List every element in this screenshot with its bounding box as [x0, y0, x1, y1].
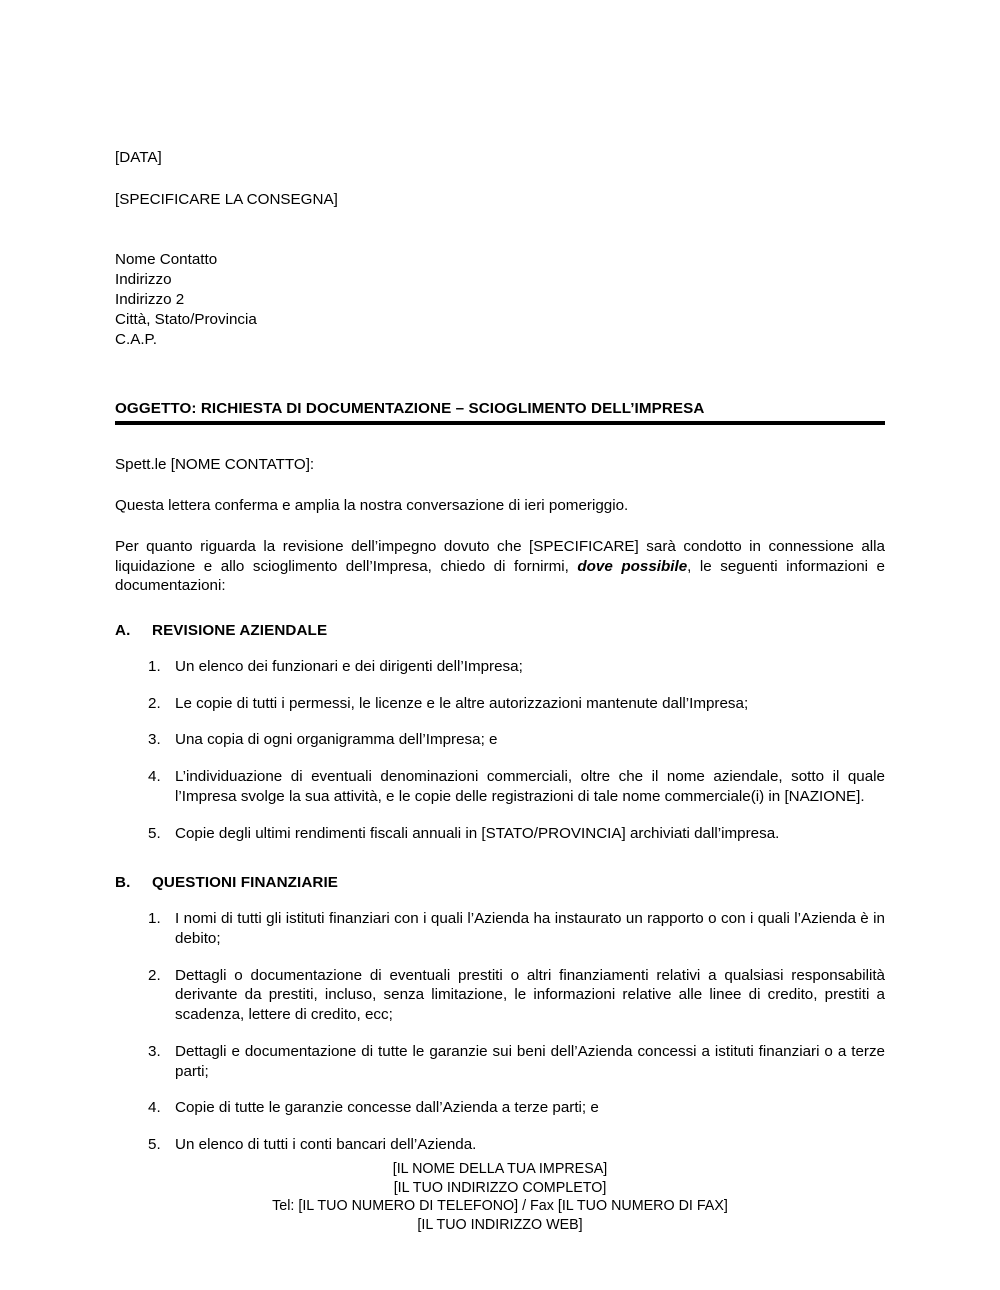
list-item [115, 824, 885, 844]
delivery-method-placeholder: [SPECIFICARE LA CONSEGNA] [115, 190, 338, 208]
request-emphasis: dove possibile [577, 557, 688, 575]
list-item [115, 1135, 885, 1155]
list-item [115, 909, 885, 949]
section-b [115, 873, 885, 1155]
list-item-number: 4. [148, 768, 161, 786]
intro-paragraph: Questa lettera conferma e amplia la nostra conversazione di ieri pomeriggio. [115, 497, 629, 515]
section-b-title: QUESTIONI FINANZIARIE [152, 874, 339, 892]
list-item-number: 4. [148, 1099, 161, 1117]
list-item-number: 5. [148, 824, 161, 842]
recipient-city-state: Città, Stato/Provincia [115, 311, 257, 329]
list-item-number: 2. [148, 966, 161, 984]
subject-underline-rule [115, 421, 885, 425]
list-item-text: Un elenco di tutti i conti bancari dell’Azienda. [175, 1136, 477, 1154]
footer-phone-fax: Tel: [IL TUO NUMERO DI TELEFONO] / Fax [IL TUO NUMERO DI FAX] [272, 1198, 728, 1215]
list-item [115, 767, 885, 807]
footer-website: [IL TUO INDIRIZZO WEB] [417, 1216, 583, 1233]
document-body [115, 148, 885, 1155]
request-paragraph [115, 537, 885, 596]
list-item-text: Le copie di tutti i permessi, le licenze e le altre autorizzazioni mantenute dall’Impresa; [175, 694, 749, 712]
list-item [115, 966, 885, 1025]
section-a-letter: A. [115, 622, 131, 640]
list-item [115, 657, 885, 677]
list-item-number: 1. [148, 657, 161, 675]
list-item [115, 1098, 885, 1118]
list-item-text: I nomi di tutti gli istituti finanziari con i quali l’Azienda ha instaurato un rapporto o con i quali l’Azienda è in debito; [175, 910, 885, 947]
recipient-postal-code: C.A.P. [115, 331, 157, 349]
letterhead-footer [115, 1160, 885, 1234]
section-a [115, 621, 885, 843]
list-item-text: L’individuazione di eventuali denominazioni commerciali, oltre che il nome aziendale, sotto il quale l’Impresa svolge la sua attività, e le copie delle registrazioni di tale nome commerciale(i) in [NAZIONE]. [175, 768, 885, 805]
list-item [115, 730, 885, 750]
recipient-address-block [115, 250, 885, 351]
list-item-number: 3. [148, 1042, 161, 1060]
list-item-text: Una copia di ogni organigramma dell’Impresa; e [175, 731, 498, 749]
recipient-address-line-1: Indirizzo [115, 270, 172, 288]
section-a-list [115, 657, 885, 844]
section-a-title: REVISIONE AZIENDALE [152, 622, 328, 640]
section-b-letter: B. [115, 874, 131, 892]
list-item-text: Copie di tutte le garanzie concesse dall’Azienda a terze parti; e [175, 1099, 599, 1117]
request-text-after: , le seguenti informazioni e documentazioni: [115, 557, 885, 595]
list-item-text: Copie degli ultimi rendimenti fiscali annuali in [STATO/PROVINCIA] archiviati dall’impresa. [175, 824, 780, 842]
section-a-heading [115, 621, 885, 641]
recipient-name: Nome Contatto [115, 250, 218, 268]
list-item-number: 2. [148, 694, 161, 712]
request-text-before: Per quanto riguarda la revisione dell’impegno dovuto che [SPECIFICARE] sarà condotto in connessione alla liquidazione e allo scioglimento dell’Impresa, chiedo di fornirmi, [115, 537, 885, 575]
footer-company-name: [IL NOME DELLA TUA IMPRESA] [392, 1161, 608, 1177]
list-item-text: Dettagli e documentazione di tutte le garanzie sui beni dell’Azienda concessi a istituti finanziari o a terze parti; [175, 1042, 885, 1080]
list-item [115, 694, 885, 714]
list-item-text: Dettagli o documentazione di eventuali prestiti o altri finanziamenti relativi a qualsiasi responsabilità derivante da prestiti, incluso, senza limitazione, le informazioni relative alle linee di credito, prestiti a scadenza, lettere di credito, ecc; [175, 966, 885, 1024]
list-item-text: Un elenco dei funzionari e dei dirigenti dell’Impresa; [175, 657, 523, 675]
section-b-list [115, 909, 885, 1155]
list-item-number: 5. [148, 1136, 161, 1154]
list-item [115, 1042, 885, 1082]
date-placeholder: [DATA] [115, 149, 162, 166]
subject-line: OGGETTO: RICHIESTA DI DOCUMENTAZIONE – SCIOGLIMENTO DELL’IMPRESA [115, 399, 705, 417]
salutation: Spett.le [NOME CONTATTO]: [115, 456, 315, 474]
list-item-number: 3. [148, 731, 161, 749]
recipient-address-line-2: Indirizzo 2 [115, 290, 185, 308]
list-item-number: 1. [148, 910, 161, 928]
footer-address: [IL TUO INDIRIZZO COMPLETO] [393, 1179, 607, 1196]
section-b-heading [115, 873, 885, 893]
